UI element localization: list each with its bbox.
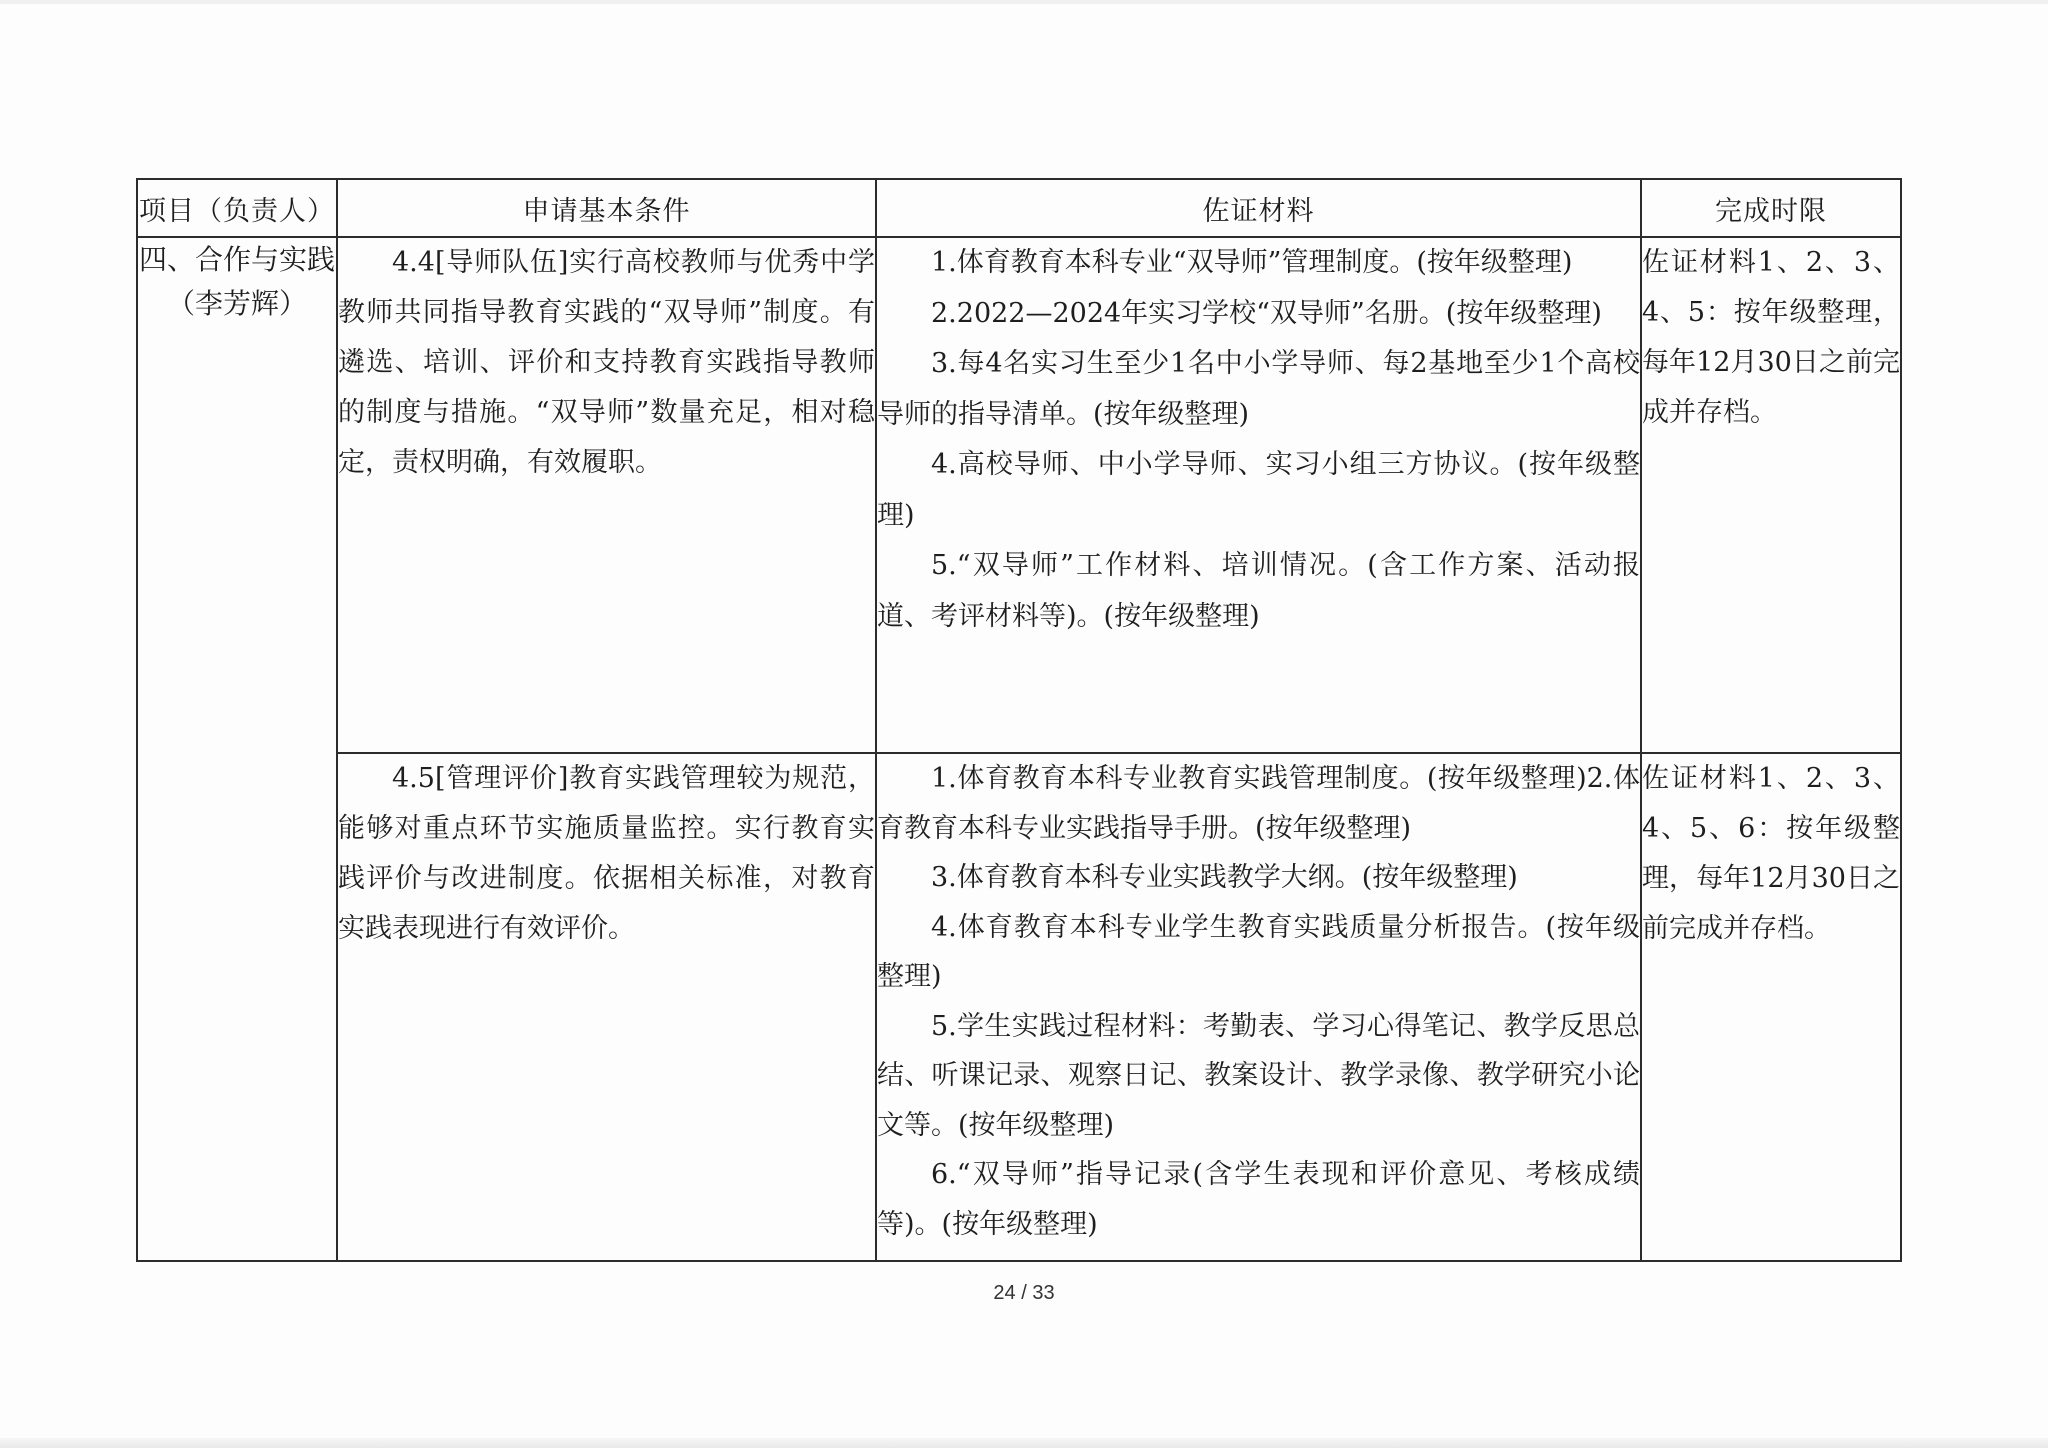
evidence-item: 5.“双导师”工作材料、培训情况。(含工作方案、活动报道、考评材料等)。(按年级整理)	[877, 550, 1640, 632]
requirements-table	[136, 178, 1902, 1262]
condition-text: 4.4[导师队伍]实行高校教师与优秀中学教师共同指导教育实践的“双导师”制度。有遴选、培训、评价和支持教育实践指导教师的制度与措施。“双导师”数量充足，相对稳定，责权明确，有效履职。	[338, 247, 875, 478]
evidence-item: 4.体育教育本科专业学生教育实践质量分析报告。(按年级整理)	[877, 911, 1640, 992]
evidence-item: 2.2022—2024年实习学校“双导师”名册。(按年级整理)	[931, 297, 1602, 329]
evidence-item: 1.体育教育本科专业教育实践管理制度。(按年级整理)2.体育教育本科专业实践指导手册。(按年级整理)	[877, 763, 1640, 844]
condition-text: 4.5[管理评价]教育实践管理较为规范，能够对重点环节实施质量监控。实行教育实践评价与改进制度。依据相关标准，对教育实践表现进行有效评价。	[338, 763, 875, 944]
project-name: 四、合作与实践	[138, 243, 335, 276]
evidence-item: 1.体育教育本科专业“双导师”管理制度。(按年级整理)	[931, 247, 1573, 278]
evidence-item: 4.高校导师、中小学导师、实习小组三方协议。(按年级整理)	[877, 449, 1640, 531]
scan-edge-top	[0, 0, 2048, 4]
page-number: 24 / 33	[993, 1282, 1055, 1304]
evidence-item: 3.每4名实习生至少1名中小学导师、每2基地至少1个高校导师的指导清单。(按年级整理)	[877, 348, 1640, 430]
project-owner: （李芳辉）	[166, 287, 307, 320]
project-cell	[137, 237, 337, 1261]
header-condition: 申请基本条件	[337, 179, 876, 237]
condition-cell	[337, 237, 876, 753]
evidence-item: 3.体育教育本科专业实践教学大纲。(按年级整理)	[931, 862, 1518, 893]
scan-edge-bottom	[0, 1438, 2048, 1448]
evidence-cell	[876, 237, 1641, 753]
table-header-row	[137, 179, 1901, 237]
table-row	[137, 753, 1901, 1261]
header-project: 项目（负责人）	[137, 179, 337, 237]
evidence-item: 6.“双导师”指导记录(含学生表现和评价意见、考核成绩等)。(按年级整理)	[877, 1159, 1640, 1240]
header-deadline: 完成时限	[1641, 179, 1901, 237]
evidence-item: 5.学生实践过程材料：考勤表、学习心得笔记、教学反思总结、听课记录、观察日记、教案设计、教学录像、教学研究小论文等。(按年级整理)	[877, 1010, 1640, 1141]
deadline-cell	[1641, 237, 1901, 753]
header-evidence: 佐证材料	[876, 179, 1641, 237]
table-row	[137, 237, 1901, 753]
condition-cell	[337, 753, 876, 1261]
evidence-cell	[876, 753, 1641, 1261]
deadline-cell	[1641, 753, 1901, 1261]
deadline-text: 佐证材料1、2、3、4、5、6：按年级整理，每年12月30日之前完成并存档。	[1642, 763, 1900, 944]
deadline-text: 佐证材料1、2、3、4、5：按年级整理，每年12月30日之前完成并存档。	[1642, 247, 1900, 428]
